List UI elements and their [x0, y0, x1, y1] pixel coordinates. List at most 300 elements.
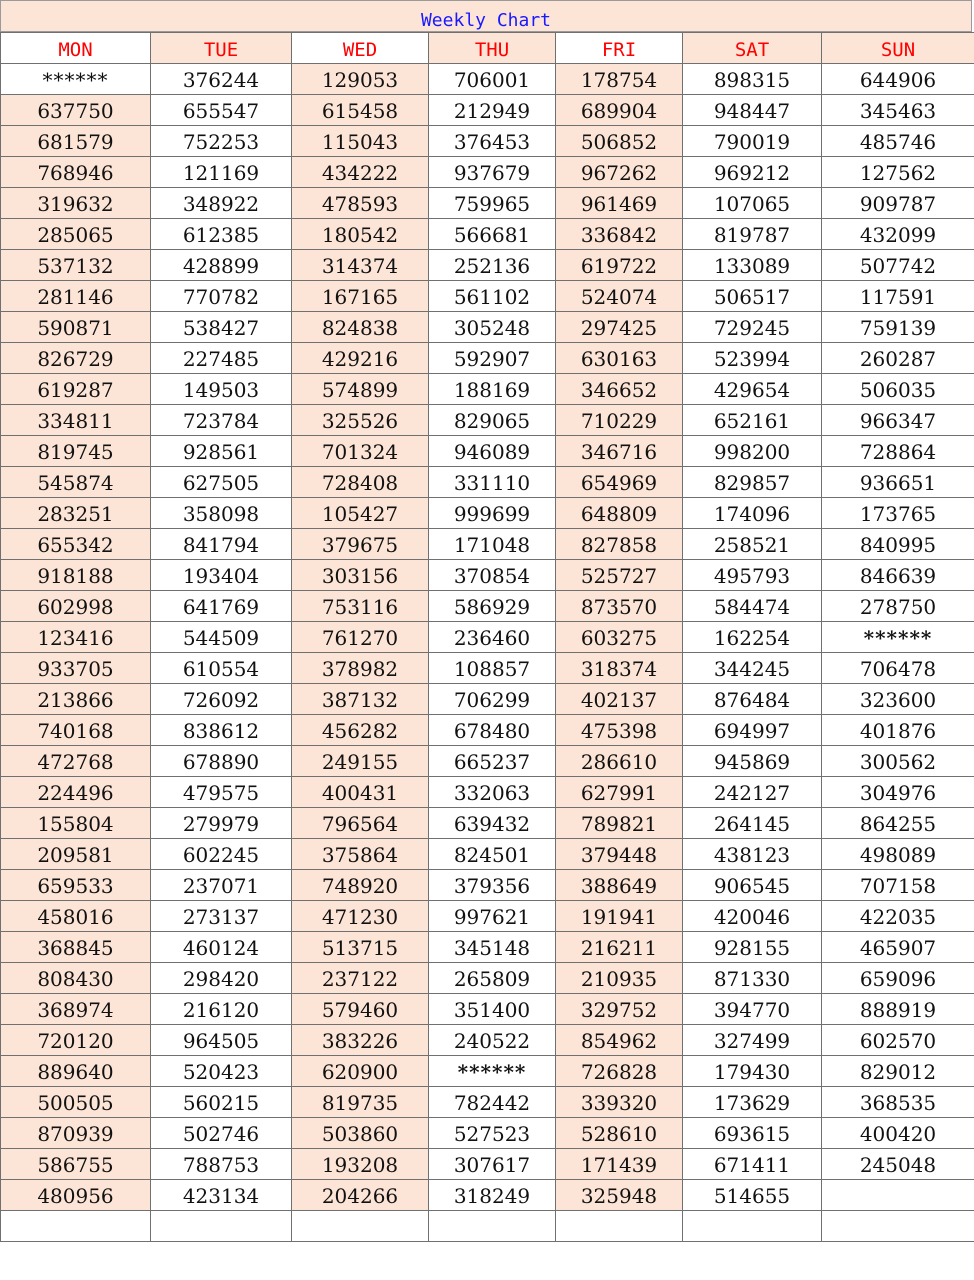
cell-wed: 503860: [292, 1118, 429, 1149]
cell-sun: 888919: [822, 994, 974, 1025]
cell-sat: 829857: [683, 467, 822, 498]
cell-sun: 173765: [822, 498, 974, 529]
cell-sat: 429654: [683, 374, 822, 405]
cell-sat: 906545: [683, 870, 822, 901]
cell-tue: 602245: [151, 839, 292, 870]
cell-wed: 303156: [292, 560, 429, 591]
cell-sun: 278750: [822, 591, 974, 622]
cell-wed: 129053: [292, 64, 429, 95]
cell-mon: 123416: [1, 622, 151, 653]
cell-fri: 710229: [556, 405, 683, 436]
cell-sun: 846639: [822, 560, 974, 591]
cell-mon: 681579: [1, 126, 151, 157]
cell-wed: 387132: [292, 684, 429, 715]
cell-mon: 590871: [1, 312, 151, 343]
table-row: [1, 777, 974, 808]
cell-thu: 946089: [429, 436, 556, 467]
cell-sat: 998200: [683, 436, 822, 467]
cell-tue: 752253: [151, 126, 292, 157]
cell-fri: 528610: [556, 1118, 683, 1149]
cell-thu: 999699: [429, 498, 556, 529]
cell-tue: 560215: [151, 1087, 292, 1118]
cell-wed: 383226: [292, 1025, 429, 1056]
cell-fri: 648809: [556, 498, 683, 529]
cell-sat: 928155: [683, 932, 822, 963]
cell-fri: 336842: [556, 219, 683, 250]
cell-fri: 346652: [556, 374, 683, 405]
cell-wed: 579460: [292, 994, 429, 1025]
cell-tue: 479575: [151, 777, 292, 808]
cell-mon: 281146: [1, 281, 151, 312]
cell-wed: 456282: [292, 715, 429, 746]
table-row: [1, 157, 974, 188]
table-row: [1, 901, 974, 932]
cell-sun: 829012: [822, 1056, 974, 1087]
cell-thu: 997621: [429, 901, 556, 932]
cell-fri: 210935: [556, 963, 683, 994]
cell-fri: 525727: [556, 560, 683, 591]
cell-sat: 174096: [683, 498, 822, 529]
cell-sat: 107065: [683, 188, 822, 219]
header-fri: FRI: [556, 33, 683, 64]
cell-sun: 401876: [822, 715, 974, 746]
cell-fri: 379448: [556, 839, 683, 870]
cell-sat: 133089: [683, 250, 822, 281]
cell-sun: 345463: [822, 95, 974, 126]
cell-sun: 507742: [822, 250, 974, 281]
cell-thu: 824501: [429, 839, 556, 870]
cell-tue: 298420: [151, 963, 292, 994]
cell-sat: 394770: [683, 994, 822, 1025]
cell-tue: 376244: [151, 64, 292, 95]
cell-sat: 671411: [683, 1149, 822, 1180]
cell-tue: 520423: [151, 1056, 292, 1087]
cell-fri: 854962: [556, 1025, 683, 1056]
cell-sat: 694997: [683, 715, 822, 746]
cell-fri: 726828: [556, 1056, 683, 1087]
cell-sun: 602570: [822, 1025, 974, 1056]
table-row: [1, 64, 974, 95]
cell-tue: 612385: [151, 219, 292, 250]
header-tue: TUE: [151, 33, 292, 64]
cell-mon: 808430: [1, 963, 151, 994]
cell-thu: 345148: [429, 932, 556, 963]
cell-mon: 368974: [1, 994, 151, 1025]
cell-fri: 506852: [556, 126, 683, 157]
table-row: [1, 188, 974, 219]
table-row: [1, 1149, 974, 1180]
cell-wed: 471230: [292, 901, 429, 932]
cell-sun: 245048: [822, 1149, 974, 1180]
cell-fri: 789821: [556, 808, 683, 839]
cell-thu: 171048: [429, 529, 556, 560]
cell-wed: 701324: [292, 436, 429, 467]
cell-fri: 346716: [556, 436, 683, 467]
cell-thu: 706299: [429, 684, 556, 715]
cell-sun: 706478: [822, 653, 974, 684]
cell-fri: 297425: [556, 312, 683, 343]
cell-mon: 368845: [1, 932, 151, 963]
cell-fri: 524074: [556, 281, 683, 312]
cell-fri: 630163: [556, 343, 683, 374]
cell-fri: 967262: [556, 157, 683, 188]
cell-fri: 827858: [556, 529, 683, 560]
cell-tue: 428899: [151, 250, 292, 281]
cell-thu: 376453: [429, 126, 556, 157]
table-row: [1, 839, 974, 870]
cell-tue: 928561: [151, 436, 292, 467]
cell-thu: [429, 1211, 556, 1242]
cell-sat: 871330: [683, 963, 822, 994]
cell-mon: 319632: [1, 188, 151, 219]
table-row: [1, 219, 974, 250]
cell-fri: 329752: [556, 994, 683, 1025]
cell-thu: 331110: [429, 467, 556, 498]
chart-title: Weekly Chart: [0, 0, 972, 32]
cell-thu: 829065: [429, 405, 556, 436]
cell-wed: 513715: [292, 932, 429, 963]
table-row: [1, 653, 974, 684]
cell-mon: 889640: [1, 1056, 151, 1087]
cell-sun: 909787: [822, 188, 974, 219]
cell-thu: 782442: [429, 1087, 556, 1118]
cell-wed: 400431: [292, 777, 429, 808]
table-row: [1, 994, 974, 1025]
cell-tue: 237071: [151, 870, 292, 901]
cell-wed: 237122: [292, 963, 429, 994]
cell-sun: 465907: [822, 932, 974, 963]
cell-sat: 327499: [683, 1025, 822, 1056]
cell-tue: 279979: [151, 808, 292, 839]
table-body: [1, 64, 974, 1242]
cell-mon: 209581: [1, 839, 151, 870]
cell-tue: 726092: [151, 684, 292, 715]
cell-thu: 307617: [429, 1149, 556, 1180]
table-row: [1, 1180, 974, 1211]
cell-tue: 841794: [151, 529, 292, 560]
cell-wed: 180542: [292, 219, 429, 250]
cell-thu: 332063: [429, 777, 556, 808]
table-row: [1, 560, 974, 591]
cell-wed: 728408: [292, 467, 429, 498]
cell-fri: 318374: [556, 653, 683, 684]
table-row: [1, 1211, 974, 1242]
table-row: [1, 591, 974, 622]
cell-mon: 283251: [1, 498, 151, 529]
cell-sun: 728864: [822, 436, 974, 467]
cell-fri: 339320: [556, 1087, 683, 1118]
cell-fri: 402137: [556, 684, 683, 715]
cell-thu: 252136: [429, 250, 556, 281]
cell-tue: 788753: [151, 1149, 292, 1180]
cell-wed: 615458: [292, 95, 429, 126]
table-row: [1, 684, 974, 715]
cell-wed: 796564: [292, 808, 429, 839]
cell-sun: 840995: [822, 529, 974, 560]
cell-sun: [822, 1180, 974, 1211]
cell-sun: 936651: [822, 467, 974, 498]
cell-sun: 300562: [822, 746, 974, 777]
cell-fri: 475398: [556, 715, 683, 746]
cell-wed: 434222: [292, 157, 429, 188]
header-mon: MON: [1, 33, 151, 64]
cell-sat: 729245: [683, 312, 822, 343]
header-sun: SUN: [822, 33, 974, 64]
cell-sat: 898315: [683, 64, 822, 95]
cell-mon: 740168: [1, 715, 151, 746]
cell-wed: 478593: [292, 188, 429, 219]
cell-sat: 173629: [683, 1087, 822, 1118]
cell-mon: 933705: [1, 653, 151, 684]
cell-fri: 627991: [556, 777, 683, 808]
cell-mon: 334811: [1, 405, 151, 436]
cell-wed: 325526: [292, 405, 429, 436]
table-row: [1, 95, 974, 126]
cell-thu: 639432: [429, 808, 556, 839]
cell-mon: 586755: [1, 1149, 151, 1180]
cell-sun: 127562: [822, 157, 974, 188]
cell-mon: 637750: [1, 95, 151, 126]
cell-wed: 314374: [292, 250, 429, 281]
cell-thu: 759965: [429, 188, 556, 219]
cell-sun: 422035: [822, 901, 974, 932]
cell-sat: 790019: [683, 126, 822, 157]
cell-mon: 458016: [1, 901, 151, 932]
table-row: [1, 250, 974, 281]
cell-sat: 652161: [683, 405, 822, 436]
cell-mon: 870939: [1, 1118, 151, 1149]
cell-sat: 693615: [683, 1118, 822, 1149]
cell-sun: 759139: [822, 312, 974, 343]
cell-tue: 544509: [151, 622, 292, 653]
cell-sat: 523994: [683, 343, 822, 374]
cell-mon: ******: [1, 64, 151, 95]
cell-wed: 193208: [292, 1149, 429, 1180]
cell-fri: 619722: [556, 250, 683, 281]
cell-sat: 179430: [683, 1056, 822, 1087]
cell-tue: 502746: [151, 1118, 292, 1149]
table-row: [1, 312, 974, 343]
header-thu: THU: [429, 33, 556, 64]
cell-sat: 506517: [683, 281, 822, 312]
cell-tue: 460124: [151, 932, 292, 963]
cell-thu: 561102: [429, 281, 556, 312]
cell-tue: 641769: [151, 591, 292, 622]
cell-sat: 438123: [683, 839, 822, 870]
cell-sun: 506035: [822, 374, 974, 405]
cell-sat: 162254: [683, 622, 822, 653]
cell-fri: 603275: [556, 622, 683, 653]
cell-wed: 115043: [292, 126, 429, 157]
cell-sat: 420046: [683, 901, 822, 932]
cell-sat: [683, 1211, 822, 1242]
cell-mon: 224496: [1, 777, 151, 808]
cell-mon: 720120: [1, 1025, 151, 1056]
cell-wed: 753116: [292, 591, 429, 622]
cell-wed: 824838: [292, 312, 429, 343]
cell-mon: 918188: [1, 560, 151, 591]
cell-wed: 761270: [292, 622, 429, 653]
cell-wed: 574899: [292, 374, 429, 405]
cell-sun: 432099: [822, 219, 974, 250]
cell-thu: 370854: [429, 560, 556, 591]
table-row: [1, 1056, 974, 1087]
cell-tue: 121169: [151, 157, 292, 188]
cell-tue: 348922: [151, 188, 292, 219]
cell-thu: 566681: [429, 219, 556, 250]
cell-sun: 485746: [822, 126, 974, 157]
cell-fri: 171439: [556, 1149, 683, 1180]
cell-thu: 678480: [429, 715, 556, 746]
cell-fri: [556, 1211, 683, 1242]
table-row: [1, 498, 974, 529]
table-row: [1, 808, 974, 839]
table-row: [1, 932, 974, 963]
table-row: [1, 1118, 974, 1149]
cell-sat: 514655: [683, 1180, 822, 1211]
cell-wed: 249155: [292, 746, 429, 777]
cell-mon: 285065: [1, 219, 151, 250]
cell-tue: 723784: [151, 405, 292, 436]
cell-thu: 665237: [429, 746, 556, 777]
cell-wed: 819735: [292, 1087, 429, 1118]
header-sat: SAT: [683, 33, 822, 64]
cell-tue: 655547: [151, 95, 292, 126]
cell-sat: 495793: [683, 560, 822, 591]
cell-fri: 216211: [556, 932, 683, 963]
cell-sun: 644906: [822, 64, 974, 95]
cell-wed: 204266: [292, 1180, 429, 1211]
cell-tue: 627505: [151, 467, 292, 498]
cell-sun: 117591: [822, 281, 974, 312]
cell-sun: ******: [822, 622, 974, 653]
cell-sun: 864255: [822, 808, 974, 839]
cell-fri: 654969: [556, 467, 683, 498]
cell-thu: 351400: [429, 994, 556, 1025]
cell-mon: 500505: [1, 1087, 151, 1118]
table-row: [1, 715, 974, 746]
cell-wed: 167165: [292, 281, 429, 312]
table-row: [1, 405, 974, 436]
cell-thu: 188169: [429, 374, 556, 405]
cell-wed: 620900: [292, 1056, 429, 1087]
cell-mon: 472768: [1, 746, 151, 777]
cell-tue: 227485: [151, 343, 292, 374]
cell-wed: 429216: [292, 343, 429, 374]
table-row: [1, 467, 974, 498]
cell-wed: 378982: [292, 653, 429, 684]
cell-sun: 659096: [822, 963, 974, 994]
cell-mon: 537132: [1, 250, 151, 281]
cell-thu: 236460: [429, 622, 556, 653]
cell-fri: 689904: [556, 95, 683, 126]
table-row: [1, 126, 974, 157]
cell-sun: [822, 1211, 974, 1242]
cell-sun: 260287: [822, 343, 974, 374]
cell-tue: 193404: [151, 560, 292, 591]
table-row: [1, 746, 974, 777]
cell-sat: 258521: [683, 529, 822, 560]
cell-thu: 527523: [429, 1118, 556, 1149]
cell-sat: 945869: [683, 746, 822, 777]
cell-mon: 619287: [1, 374, 151, 405]
cell-thu: 240522: [429, 1025, 556, 1056]
cell-mon: 480956: [1, 1180, 151, 1211]
table-row: [1, 374, 974, 405]
header-wed: WED: [292, 33, 429, 64]
cell-fri: 286610: [556, 746, 683, 777]
cell-wed: 105427: [292, 498, 429, 529]
cell-tue: 964505: [151, 1025, 292, 1056]
cell-wed: [292, 1211, 429, 1242]
table-row: [1, 436, 974, 467]
cell-mon: 545874: [1, 467, 151, 498]
cell-mon: 826729: [1, 343, 151, 374]
cell-fri: 388649: [556, 870, 683, 901]
cell-tue: [151, 1211, 292, 1242]
cell-sun: 368535: [822, 1087, 974, 1118]
cell-sat: 948447: [683, 95, 822, 126]
cell-thu: 305248: [429, 312, 556, 343]
header-row: [1, 33, 974, 64]
cell-sat: 264145: [683, 808, 822, 839]
cell-tue: 770782: [151, 281, 292, 312]
cell-mon: 819745: [1, 436, 151, 467]
weekly-chart-table: [0, 32, 974, 1242]
cell-mon: [1, 1211, 151, 1242]
cell-tue: 678890: [151, 746, 292, 777]
cell-sat: 969212: [683, 157, 822, 188]
cell-thu: ******: [429, 1056, 556, 1087]
cell-mon: 602998: [1, 591, 151, 622]
cell-sun: 966347: [822, 405, 974, 436]
table-row: [1, 281, 974, 312]
cell-fri: 873570: [556, 591, 683, 622]
table-row: [1, 529, 974, 560]
cell-tue: 610554: [151, 653, 292, 684]
cell-tue: 149503: [151, 374, 292, 405]
cell-thu: 265809: [429, 963, 556, 994]
cell-thu: 379356: [429, 870, 556, 901]
cell-sat: 242127: [683, 777, 822, 808]
cell-sun: 498089: [822, 839, 974, 870]
cell-fri: 961469: [556, 188, 683, 219]
cell-sun: 323600: [822, 684, 974, 715]
cell-sun: 304976: [822, 777, 974, 808]
cell-sat: 819787: [683, 219, 822, 250]
table-row: [1, 963, 974, 994]
cell-tue: 358098: [151, 498, 292, 529]
table-row: [1, 622, 974, 653]
cell-fri: 191941: [556, 901, 683, 932]
cell-thu: 937679: [429, 157, 556, 188]
cell-tue: 216120: [151, 994, 292, 1025]
cell-mon: 655342: [1, 529, 151, 560]
cell-thu: 212949: [429, 95, 556, 126]
table-row: [1, 1025, 974, 1056]
cell-thu: 706001: [429, 64, 556, 95]
cell-tue: 838612: [151, 715, 292, 746]
cell-fri: 325948: [556, 1180, 683, 1211]
cell-thu: 108857: [429, 653, 556, 684]
table-row: [1, 1087, 974, 1118]
cell-mon: 768946: [1, 157, 151, 188]
cell-fri: 178754: [556, 64, 683, 95]
cell-wed: 375864: [292, 839, 429, 870]
cell-sun: 400420: [822, 1118, 974, 1149]
table-row: [1, 343, 974, 374]
cell-thu: 318249: [429, 1180, 556, 1211]
